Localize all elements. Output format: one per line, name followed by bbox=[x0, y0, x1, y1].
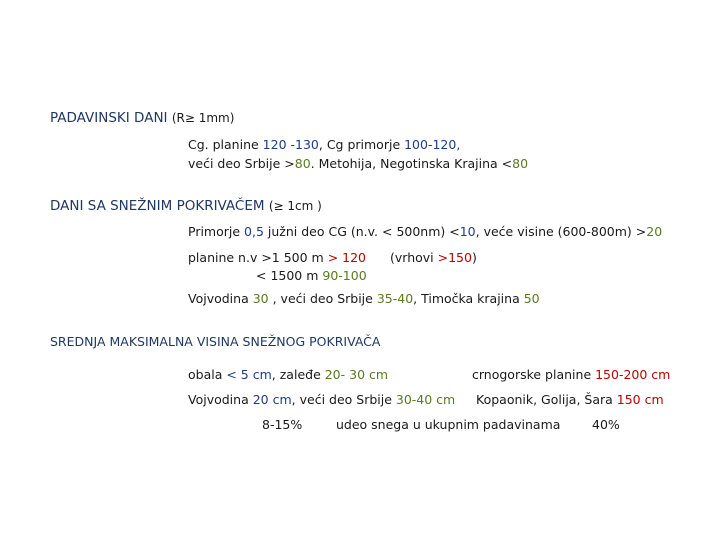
section-note: (≥ 1cm ) bbox=[268, 199, 322, 213]
text-line: Primorje 0,5 južni deo CG (n.v. < 500nm) <10, veće visine (600-800m) >20 bbox=[188, 224, 663, 239]
text-line: < 1500 m 90-100 bbox=[256, 268, 367, 283]
text-line: obala < 5 cm, zaleđe 20- 30 cm bbox=[188, 367, 389, 382]
section-note: (R≥ 1mm) bbox=[171, 111, 235, 125]
text-line: Cg. planine 120 -130, Cg primorje 100-120, bbox=[188, 137, 461, 152]
section-title-padavinski-dani: PADAVINSKI DANI (R≥ 1mm) bbox=[50, 110, 235, 126]
text-line: crnogorske planine 150-200 cm bbox=[472, 367, 671, 382]
text-line: veći deo Srbije >80. Metohija, Negotinska Krajina <80 bbox=[188, 156, 529, 171]
text-line: udeo snega u ukupnim padavinama bbox=[336, 417, 561, 432]
text-line: Vojvodina 20 cm, veći deo Srbije 30-40 cm bbox=[188, 392, 456, 407]
text-line: Kopaonik, Golija, Šara 150 cm bbox=[476, 392, 664, 407]
text-line: Vojvodina 30 , veći deo Srbije 35-40, Timočka krajina 50 bbox=[188, 291, 540, 306]
text-line: 40% bbox=[592, 417, 620, 432]
text-line: (vrhovi >150) bbox=[390, 250, 477, 265]
section-title-snezni-pokrivac: DANI SA SNEŽNIM POKRIVAČEM (≥ 1cm ) bbox=[50, 198, 322, 214]
text-line: planine n.v >1 500 m > 120 bbox=[188, 250, 367, 265]
text-line: 8-15% bbox=[262, 417, 303, 432]
section-title-visina-pokrivaca: SREDNJA MAKSIMALNA VISINA SNEŽNOG POKRIVAČA bbox=[50, 334, 381, 349]
